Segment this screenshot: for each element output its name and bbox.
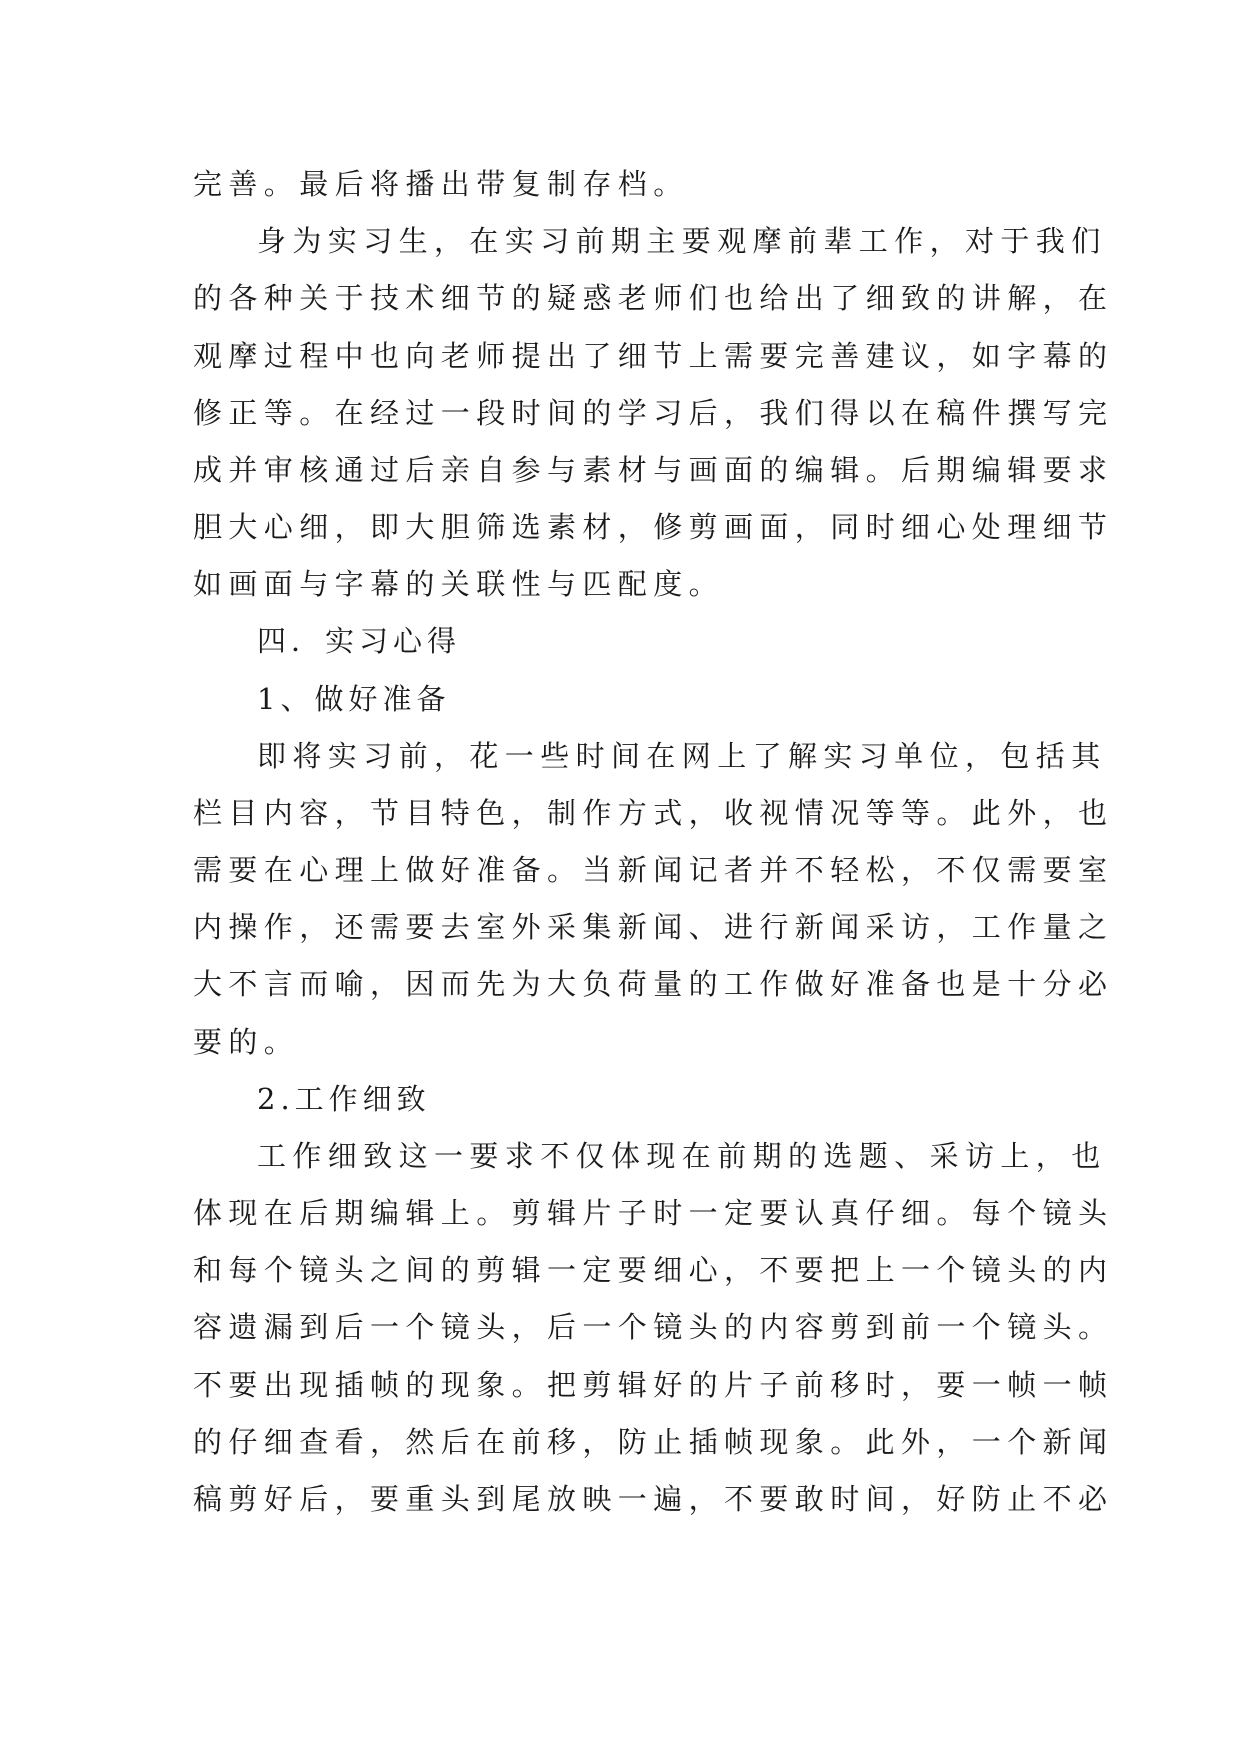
section-heading: 四．实习心得 bbox=[257, 624, 462, 658]
paragraph-line: 观摩过程中也向老师提出了细节上需要完善建议，如字幕的 bbox=[193, 339, 1114, 373]
paragraph-line: 栏目内容，节目特色，制作方式，收视情况等等。此外，也 bbox=[193, 796, 1114, 830]
subsection-heading: 1、做好准备 bbox=[257, 682, 451, 716]
paragraph-line: 身为实习生，在实习前期主要观摩前辈工作，对于我们 bbox=[257, 224, 1107, 258]
paragraph-line: 修正等。在经过一段时间的学习后，我们得以在稿件撰写完 bbox=[193, 396, 1114, 430]
paragraph-line: 稿剪好后，要重头到尾放映一遍，不要敢时间，好防止不必 bbox=[193, 1482, 1114, 1516]
paragraph-line: 完善。最后将播出带复制存档。 bbox=[193, 167, 689, 201]
paragraph-line: 和每个镜头之间的剪辑一定要细心，不要把上一个镜头的内 bbox=[193, 1253, 1114, 1287]
paragraph-line: 容遗漏到后一个镜头，后一个镜头的内容剪到前一个镜头。 bbox=[193, 1310, 1114, 1344]
subsection-heading: 2.工作细致 bbox=[257, 1082, 431, 1116]
paragraph-line: 工作细致这一要求不仅体现在前期的选题、采访上，也 bbox=[257, 1139, 1107, 1173]
paragraph-line: 成并审核通过后亲自参与素材与画面的编辑。后期编辑要求 bbox=[193, 453, 1114, 487]
paragraph-line: 要的。 bbox=[193, 1025, 300, 1059]
paragraph-line: 胆大心细，即大胆筛选素材，修剪画面，同时细心处理细节 bbox=[193, 510, 1114, 544]
paragraph-line: 如画面与字幕的关联性与匹配度。 bbox=[193, 567, 725, 601]
paragraph-line: 内操作，还需要去室外采集新闻、进行新闻采访，工作量之 bbox=[193, 910, 1114, 944]
paragraph-line: 的各种关于技术细节的疑惑老师们也给出了细致的讲解，在 bbox=[193, 281, 1114, 315]
paragraph-line: 体现在后期编辑上。剪辑片子时一定要认真仔细。每个镜头 bbox=[193, 1196, 1114, 1230]
paragraph-line: 大不言而喻，因而先为大负荷量的工作做好准备也是十分必 bbox=[193, 967, 1114, 1001]
paragraph-line: 不要出现插帧的现象。把剪辑好的片子前移时，要一帧一帧 bbox=[193, 1368, 1114, 1402]
paragraph-line: 的仔细查看，然后在前移，防止插帧现象。此外，一个新闻 bbox=[193, 1425, 1114, 1459]
paragraph-line: 需要在心理上做好准备。当新闻记者并不轻松，不仅需要室 bbox=[193, 853, 1114, 887]
paragraph-line: 即将实习前，花一些时间在网上了解实习单位，包括其 bbox=[257, 739, 1107, 773]
